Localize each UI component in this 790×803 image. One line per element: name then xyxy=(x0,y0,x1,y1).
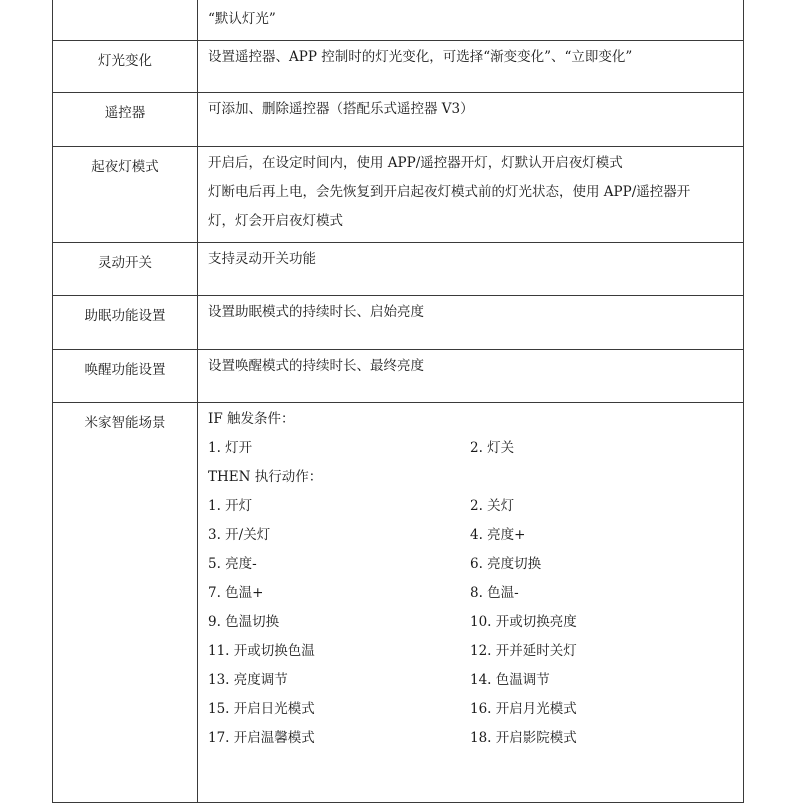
list-item: 15. 开启日光模式 xyxy=(208,701,315,717)
feature-description xyxy=(198,0,744,41)
list-item: 2. 关灯 xyxy=(470,498,515,514)
feature-description xyxy=(198,93,744,147)
list-item: 9. 色温切换 xyxy=(208,614,280,630)
then-label: THEN 执行动作： xyxy=(208,469,323,485)
list-item: 5. 亮度- xyxy=(208,556,257,572)
description-line: 可添加、删除遥控器（搭配乐式遥控器 V3） xyxy=(208,101,474,117)
table-row xyxy=(53,93,744,147)
description-line: 灯，灯会开启夜灯模式 xyxy=(208,213,343,229)
list-item: 16. 开启月光模式 xyxy=(470,701,577,717)
list-item: 2. 灯关 xyxy=(470,440,515,456)
list-item: 7. 色温+ xyxy=(208,585,264,601)
description-line: 支持灵动开关功能 xyxy=(208,251,316,267)
feature-description xyxy=(198,350,744,403)
table-row xyxy=(53,296,744,350)
feature-description xyxy=(198,296,744,350)
then-items xyxy=(208,498,735,759)
list-item: 14. 色温调节 xyxy=(470,672,550,688)
feature-description xyxy=(198,41,744,93)
list-item: 8. 色温- xyxy=(470,585,519,601)
table-row xyxy=(53,41,744,93)
list-item: 18. 开启影院模式 xyxy=(470,730,577,746)
feature-name: 灵动开关 xyxy=(53,243,198,296)
feature-name: 灯光变化 xyxy=(53,41,198,93)
table-row xyxy=(53,147,744,243)
list-item: 4. 亮度+ xyxy=(470,527,526,543)
feature-description xyxy=(198,243,744,296)
list-item: 3. 开/关灯 xyxy=(208,527,271,543)
description-line: 开启后，在设定时间内，使用 APP/遥控器开灯，灯默认开启夜灯模式 xyxy=(208,155,623,171)
table-row xyxy=(53,243,744,296)
table-row xyxy=(53,403,744,803)
list-item: 12. 开并延时关灯 xyxy=(470,643,577,659)
feature-name: 遥控器 xyxy=(53,93,198,147)
spec-table xyxy=(52,0,744,803)
description-line: 设置唤醒模式的持续时长、最终亮度 xyxy=(208,358,424,374)
feature-name xyxy=(53,0,198,41)
feature-description xyxy=(198,147,744,243)
description-line: “默认灯光” xyxy=(208,11,276,27)
if-items xyxy=(208,440,735,469)
table-row xyxy=(53,0,744,41)
feature-name: 助眠功能设置 xyxy=(53,296,198,350)
list-item: 17. 开启温馨模式 xyxy=(208,730,315,746)
feature-name: 起夜灯模式 xyxy=(53,147,198,243)
list-item: 13. 亮度调节 xyxy=(208,672,288,688)
description-line: 设置遥控器、APP 控制时的灯光变化，可选择“渐变变化”、“立即变化” xyxy=(208,49,633,65)
feature-description xyxy=(198,403,744,803)
list-item: 10. 开或切换亮度 xyxy=(470,614,577,630)
feature-name: 唤醒功能设置 xyxy=(53,350,198,403)
list-item: 6. 亮度切换 xyxy=(470,556,542,572)
table-row xyxy=(53,350,744,403)
if-label: IF 触发条件： xyxy=(208,411,295,427)
feature-name: 米家智能场景 xyxy=(53,403,198,803)
description-line: 设置助眠模式的持续时长、启始亮度 xyxy=(208,304,424,320)
list-item: 11. 开或切换色温 xyxy=(208,643,315,659)
description-line: 灯断电后再上电，会先恢复到开启起夜灯模式前的灯光状态，使用 APP/遥控器开 xyxy=(208,184,691,200)
list-item: 1. 开灯 xyxy=(208,498,253,514)
list-item: 1. 灯开 xyxy=(208,440,253,456)
